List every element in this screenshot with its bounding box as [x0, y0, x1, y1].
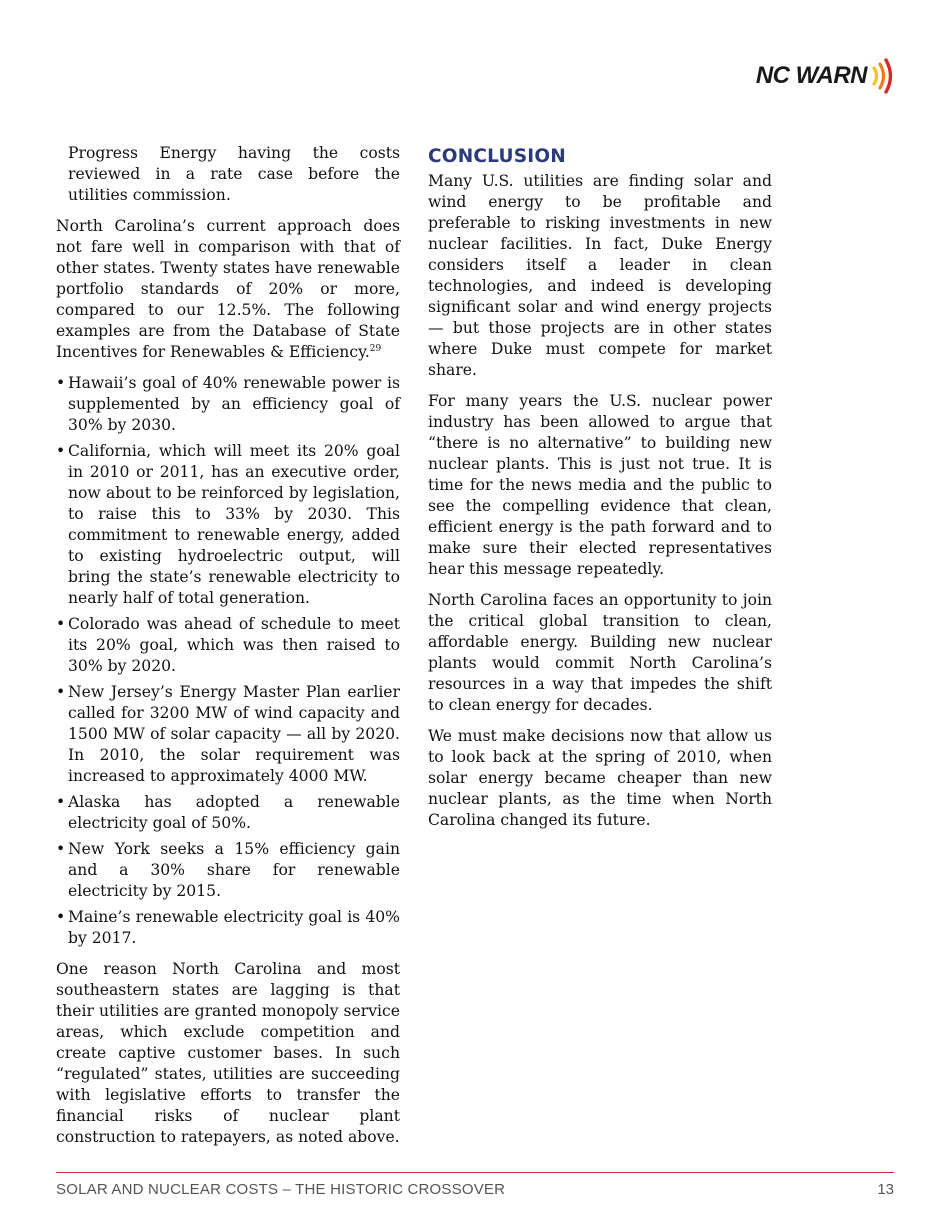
conclusion-paragraph: We must make decisions now that allow us to look back at the spring of 2010, when solar energy became cheaper than new nuclear plants, as the time when North Carolina changed its future. [428, 727, 772, 829]
logo-text: NC WARN [755, 62, 867, 89]
footer-divider [56, 1172, 894, 1173]
footnote-marker: 29 [369, 343, 382, 354]
right-column [428, 143, 772, 841]
list-item [56, 792, 400, 834]
list-item [56, 907, 400, 949]
footer-title: SOLAR AND NUCLEAR COSTS – THE HISTORIC CROSSOVER [56, 1181, 506, 1198]
wave-middle [880, 64, 884, 88]
wave-inner [874, 68, 877, 84]
bullet-mark: • [56, 374, 66, 392]
continued-paragraph: Progress Energy having the costs reviewed in a rate case before the utilities commission. [68, 144, 400, 204]
intro-paragraph-text: North Carolina’s current approach does not fare well in comparison with that of other states. Twenty states have renewable portfolio standards of 20% or more, compared to our 12.5%. The following examples are from the Database of State Incentives for Renewables & Efficiency. [56, 217, 400, 361]
conclusion-heading: CONCLUSION [428, 146, 566, 167]
radio-waves-icon [870, 57, 894, 95]
conclusion-paragraph: Many U.S. utilities are finding solar and wind energy to be profitable and preferable to risking investments in new nuclear facilities. In fact, Duke Energy considers itself a leader in clean technologies, and indeed is developing significant solar and wind energy projects — but those projects are in other states where Duke must compete for market share. [428, 172, 772, 379]
list-item-text: California, which will meet its 20% goal in 2010 or 2011, has an executive order, now about to be reinforced by legislation, to raise this to 33% by 2030. This commitment to renewable energy, added to existing hydroelectric output, will bring the state’s renewable electricity to nearly half of total generation. [68, 442, 400, 607]
intro-paragraph [56, 216, 400, 363]
list-item [56, 441, 400, 609]
list-item-text: Colorado was ahead of schedule to meet its 20% goal, which was then raised to 30% by 2020. [68, 615, 400, 675]
left-column [56, 143, 400, 1158]
list-item-text: New Jersey’s Energy Master Plan earlier called for 3200 MW of wind capacity and 1500 MW of solar capacity — all by 2020. In 2010, the solar requirement was increased to approximately 4000 MW. [68, 683, 400, 785]
bullet-mark: • [56, 793, 66, 811]
list-item-text: Hawaii’s goal of 40% renewable power is supplemented by an efficiency goal of 30% by 2030. [68, 374, 400, 434]
state-examples-list [56, 373, 400, 949]
list-item-text: New York seeks a 15% efficiency gain and a 30% share for renewable electricity by 2015. [68, 840, 400, 900]
bullet-mark: • [56, 615, 66, 633]
conclusion-paragraph: For many years the U.S. nuclear power industry has been allowed to argue that “there is no alternative” to building new nuclear plants. This is just not true. It is time for the news media and the public to see the compelling evidence that clean, efficient energy is the path forward and to make sure their elected representatives hear this message repeatedly. [428, 392, 772, 578]
list-item [56, 682, 400, 787]
list-item-text: Alaska has adopted a renewable electricity goal of 50%. [68, 793, 400, 832]
bullet-mark: • [56, 683, 66, 701]
list-item-text: Maine’s renewable electricity goal is 40% by 2017. [68, 908, 400, 947]
page-number: 13 [877, 1181, 894, 1198]
list-item [56, 373, 400, 436]
list-item [56, 839, 400, 902]
list-item [56, 614, 400, 677]
bullet-mark: • [56, 840, 66, 858]
conclusion-paragraph: North Carolina faces an opportunity to join the critical global transition to clean, affordable energy. Building new nuclear plants would commit North Carolina’s resources in a way that impedes the shift to clean energy for decades. [428, 591, 772, 714]
wave-outer [886, 60, 891, 92]
bullet-mark: • [56, 908, 66, 926]
nc-warn-logo [756, 58, 894, 94]
bullet-mark: • [56, 442, 66, 460]
closing-paragraph: One reason North Carolina and most southeastern states are lagging is that their utilities are granted monopoly service areas, which exclude competition and create captive customer bases. In such “regulated” states, utilities are succeeding with legislative efforts to transfer the financial risks of nuclear plant construction to ratepayers, as noted above. [56, 960, 400, 1146]
